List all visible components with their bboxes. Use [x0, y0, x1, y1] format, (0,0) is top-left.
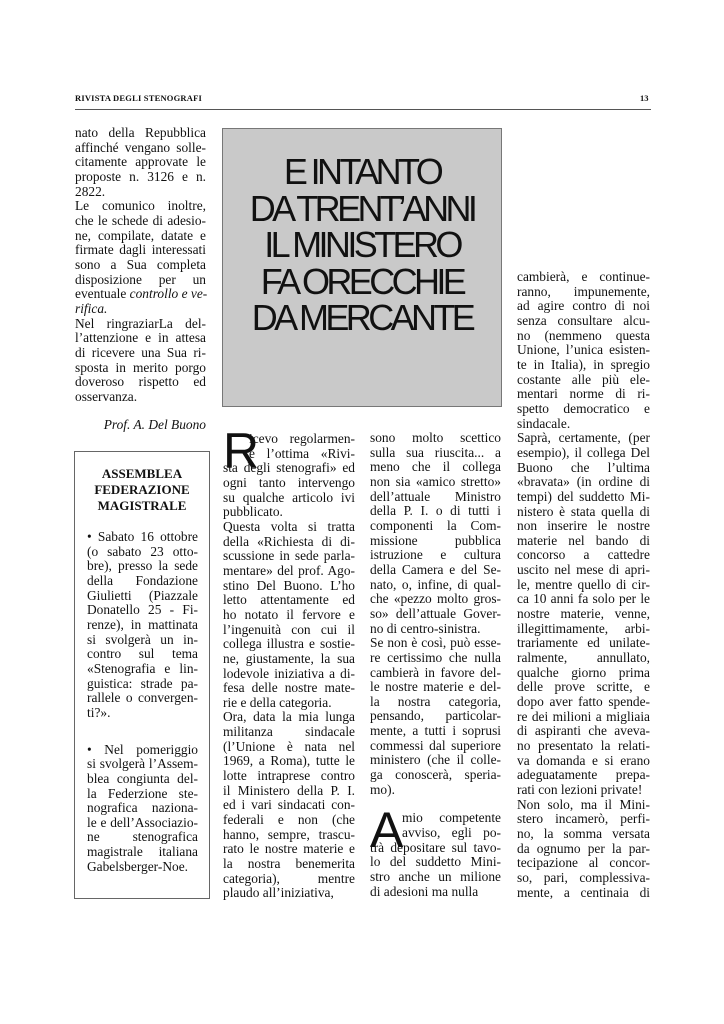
text-line: concorso a cattedre — [517, 547, 650, 563]
text-line: blea congiunta del- — [87, 770, 198, 786]
text-line: nato, o, infine, di qual- — [370, 576, 501, 592]
text-line: delle prove scritte, e — [517, 679, 650, 695]
notice-title-line: FEDERAZIONE — [94, 482, 190, 497]
headline-line: FA ORECCHIE — [260, 260, 464, 302]
paragraph — [87, 743, 198, 875]
italic-segment: rifica. — [75, 300, 108, 316]
assembly-notice-box — [74, 451, 210, 899]
text-line: ne, giustamente, la sua — [223, 650, 355, 666]
text-line: commessi dal superiore — [370, 737, 501, 753]
text-line: costante alle più ele- — [517, 371, 650, 387]
text-line: mio competente — [402, 810, 501, 826]
text-line: lodevole iniziativa a di- — [223, 665, 355, 681]
paragraph — [370, 431, 501, 636]
text-line: ti?». — [87, 704, 111, 720]
paragraph — [517, 798, 650, 901]
column-4 — [517, 270, 650, 900]
text-line: Ora, data la mia lunga — [223, 709, 355, 725]
text-line: osservanza. — [75, 388, 138, 404]
text-line: le nostre materie e del- — [370, 679, 501, 695]
text-line: plaudo all’iniziativa, — [223, 885, 334, 901]
text-line: magistrale italiana — [87, 844, 198, 860]
text-line: materie nel bando di — [517, 532, 650, 548]
notice-title-line: ASSEMBLEA — [101, 466, 183, 481]
text-line: non sia «amico stretto» — [370, 473, 501, 489]
text-line: fesa delle nostre mate- — [223, 680, 355, 696]
text-line: nografica naziona- — [87, 800, 198, 816]
text-line: pubblicato. — [223, 504, 283, 520]
signature: Prof. A. Del Buono — [103, 417, 206, 433]
text-line: di aspiranti che aveva- — [517, 723, 650, 739]
text-line: no di centro-sinistra. — [370, 620, 481, 636]
text-line: esempio), il collega Del — [517, 444, 650, 460]
text-line: che «pezzo molto gros- — [370, 591, 501, 607]
text-line: sindacale. — [517, 415, 571, 431]
text-line: trà depositare sul tavo- — [370, 839, 501, 855]
text-line: Gabelsberger-Noe. — [87, 858, 188, 874]
text-line: 1969, a Roma), tutte le — [223, 753, 355, 769]
text-line: citamente approvate le — [75, 154, 206, 170]
text-segment: eventuale — [75, 286, 130, 302]
text-line: te in Italia), in spregio — [517, 356, 650, 372]
text-line: ne, compilate, datate e — [75, 227, 206, 243]
text-line: affinché vengano solle- — [75, 139, 206, 155]
text-line: (o sabato 23 otto- — [87, 543, 198, 559]
text-line: Buono che l’ultima — [517, 459, 650, 475]
paragraph — [75, 126, 206, 199]
text-line: no presentato la relati- — [517, 738, 650, 753]
text-line: che le schede di adesio- — [75, 212, 206, 228]
text-line: stino Del Buono. L’ho — [223, 577, 355, 593]
headline-line: DA TRENT’ANNI — [249, 187, 475, 229]
text-line: Saprà, certamente, (per — [517, 430, 650, 446]
text-line: so» dell’attuale Gover- — [370, 605, 501, 621]
text-line: Se non è così, può esse- — [370, 635, 501, 651]
text-line: tecipazione al concor- — [517, 855, 650, 871]
notice-items — [87, 530, 198, 874]
text-line: rato le nostre materie e — [223, 841, 355, 857]
header-rule — [75, 109, 651, 110]
text-line: ed i vari sindacati con- — [223, 797, 355, 813]
paragraph — [370, 802, 501, 899]
text-line: mo). — [370, 781, 395, 797]
text-line: ranno, impunemente, — [517, 283, 650, 299]
text-line: rallele o convergen- — [87, 690, 198, 706]
paragraph — [75, 317, 206, 405]
text-line: tempi) del suddetto Mi- — [517, 488, 650, 504]
text-line: contro sul tema — [87, 646, 198, 662]
text-line: rie e della categoria. — [223, 694, 332, 710]
paragraph — [87, 530, 198, 721]
text-line: illegittimamente, arbi- — [517, 620, 650, 636]
text-line: su qualche articolo ivi — [223, 489, 355, 505]
text-line: ad agire contro di noi — [517, 298, 650, 314]
text-line: lotte intraprese contro — [223, 768, 355, 784]
text-line: guistica: strade pa- — [87, 675, 198, 691]
text-line: non inserire le nostre — [517, 518, 650, 534]
text-line: le e dell’Associazio- — [87, 814, 198, 830]
text-line: sono a Sua completa — [75, 256, 206, 272]
paragraph — [517, 270, 650, 431]
text-line: proposte n. 3126 e n. — [75, 168, 206, 184]
text-line: • Sabato 16 ottobre — [87, 529, 198, 544]
text-line: trariamente ed unilate- — [517, 635, 650, 651]
text-line: si svolgerà un in- — [87, 631, 198, 647]
text-line: sta degli stenografi» ed — [223, 460, 355, 476]
text-line: ogni tanto intervengo — [223, 474, 355, 490]
headline-line: DA MERCANTE — [251, 297, 473, 338]
text-line: mentari norme di ri- — [517, 386, 650, 402]
text-line: avviso, egli po- — [402, 825, 501, 841]
text-line: mente, a tutti i soprusi — [370, 723, 501, 739]
text-line: scussione in sede parla- — [223, 548, 355, 564]
text-line: re dei milioni a migliaia — [517, 708, 650, 724]
text-line: renze), in mattinata — [87, 616, 198, 632]
text-line: «Stenografia e lin- — [87, 660, 198, 676]
text-line: mente, a centinaia di — [517, 884, 650, 900]
text-line: da ognumo per la par- — [517, 840, 650, 856]
text-line: nato della Repubblica — [75, 125, 206, 140]
text-line: va domanda e si erano — [517, 752, 650, 768]
text-line: stero incamerò, perfi- — [517, 811, 650, 827]
text-line: istruzione e cultura — [370, 547, 501, 563]
text-line: re certissimo che nulla — [370, 649, 501, 665]
text-line — [75, 302, 206, 317]
paragraph — [370, 636, 501, 797]
text-line: ralmente, annullato, — [517, 650, 650, 666]
text-line: dopo aver fatto spende- — [517, 694, 650, 710]
text-line: adeguatamente prepa- — [517, 767, 650, 783]
text-line: nistero è stata quella di — [517, 503, 650, 519]
text-line: «bravata» (in ordine di — [517, 474, 650, 490]
text-line: qualche giorno prima — [517, 664, 650, 680]
text-line: Unione, l’unica esisten- — [517, 342, 650, 358]
headline-box — [222, 128, 502, 407]
text-line: le, mentre quello di cir- — [517, 576, 650, 592]
paragraph — [75, 199, 206, 316]
text-line: bre), presso la sede — [87, 558, 198, 574]
text-line: disposizione per un — [75, 271, 206, 287]
text-line: componenti la Com- — [370, 517, 501, 533]
text-line: hanno, sempre, trascu- — [223, 826, 355, 842]
text-line: Giulietti (Piazzale — [87, 587, 198, 603]
text-line: Questa volta si tratta — [223, 518, 355, 534]
text-line: no, la somma versata — [517, 825, 650, 841]
text-line: la Federzione ste- — [87, 785, 198, 801]
drop-cap: R — [223, 423, 260, 479]
paragraph — [223, 710, 355, 901]
text-line: federali e non (che — [223, 812, 355, 828]
text-line: no (nemmeno questa — [517, 327, 650, 343]
paragraph — [517, 431, 650, 797]
page-number: 13 — [640, 93, 649, 103]
text-line: cambierà, e continue- — [517, 269, 650, 284]
text-line: stro anche un milione — [370, 869, 501, 885]
text-line: della «Richiesta di di- — [223, 533, 355, 549]
text-line: sposta in merito porgo — [75, 359, 206, 375]
text-line: firmate dagli interessati — [75, 242, 206, 258]
text-line: meno che il collega — [370, 459, 501, 475]
column-2 — [223, 423, 355, 901]
text-line: missione pubblica — [370, 532, 501, 548]
text-line: cambierà in favore del- — [370, 664, 501, 680]
text-line: nostre materie, venne, — [517, 606, 650, 622]
text-line: dell’attuale Ministro — [370, 488, 501, 504]
text-line: (l’Unione è nata nel — [223, 738, 355, 754]
text-line: l’ingenuità con cui il — [223, 621, 355, 637]
paragraph — [223, 520, 355, 711]
text-line: spetto democratico e — [517, 400, 650, 416]
text-line: mentare» del prof. Ago- — [223, 562, 355, 578]
text-line: collega illustra e sostie- — [223, 636, 355, 652]
text-line: Nel ringraziarLa del- — [75, 315, 206, 331]
notice-title-line: MAGISTRALE — [97, 498, 187, 513]
headline — [223, 151, 501, 338]
text-line: la nostra benemerita — [223, 856, 355, 872]
text-line: il Ministero della P. I. — [223, 782, 355, 798]
drop-cap: A — [370, 802, 404, 859]
text-line: l’attenzione e in attesa — [75, 330, 206, 346]
text-line: rati con lezioni private! — [517, 781, 643, 797]
text-line: di adesioni ma nulla — [370, 883, 479, 899]
text-line: Donatello 25 - Fi- — [87, 602, 198, 618]
text-line: categoria), mentre — [223, 870, 355, 886]
text-line: della Fondazione — [87, 572, 198, 588]
headline-line: E INTANTO — [283, 151, 441, 192]
text-line: lo del suddetto Mini- — [370, 854, 501, 870]
text-line: pensando, particolar- — [370, 708, 501, 724]
running-header-title: RIVISTA DEGLI STENOGRAFI — [75, 93, 202, 103]
text-line: Le comunico inoltre, — [75, 198, 206, 214]
text-line: sono molto scettico — [370, 430, 501, 445]
text-line: ne stenografica — [87, 829, 198, 845]
text-line: 2822. — [75, 183, 106, 199]
text-line: sulla sua riuscita... a — [370, 444, 501, 460]
text-line: letto attentamente ed — [223, 592, 355, 608]
text-line: uscito nel mese di apri- — [517, 562, 650, 578]
text-line: della Camera e del Se- — [370, 561, 501, 577]
text-line: doveroso rispetto ed — [75, 374, 206, 390]
text-line: e l’ottima «Rivi- — [249, 445, 355, 461]
italic-segment: controllo e ve- — [129, 286, 208, 302]
text-line: senza consultare alcu- — [517, 312, 650, 328]
text-line: ga conoscerà, speria- — [370, 767, 501, 783]
column-1 — [75, 126, 206, 433]
text-line: si svolgerà l’Assem- — [87, 756, 198, 772]
headline-line: IL MINISTERO — [264, 224, 460, 265]
text-line: icevo regolarmen- — [249, 431, 355, 446]
text-line: • Nel pomeriggio — [87, 741, 198, 757]
paragraph — [223, 423, 355, 520]
text-line: della P. I. o di tutti i — [370, 503, 501, 519]
text-line: di ricevere una Sua ri- — [75, 344, 206, 360]
text-line — [75, 287, 206, 302]
text-line: la nostra categoria, — [370, 693, 501, 709]
notice-title — [75, 466, 209, 514]
text-line: ministero (che il colle- — [370, 752, 501, 768]
text-line: ca 10 anni fa solo per le — [517, 591, 650, 607]
text-line: ho notato il fervore e — [223, 606, 355, 622]
text-line: so, pari, complessiva- — [517, 869, 650, 885]
text-line: militanza sindacale — [223, 724, 355, 740]
text-line: Non solo, ma il Mini- — [517, 796, 650, 812]
column-3 — [370, 431, 501, 899]
